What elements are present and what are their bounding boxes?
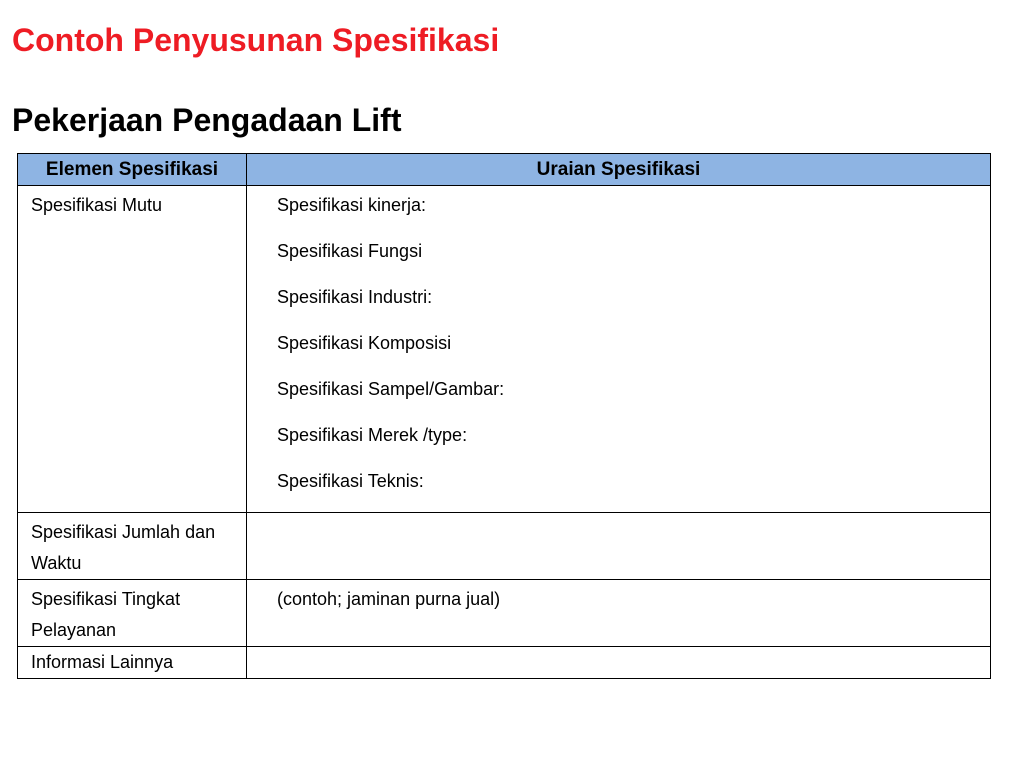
slide-subtitle: Pekerjaan Pengadaan Lift: [12, 102, 402, 138]
table-row: [18, 647, 991, 679]
element-label: Spesifikasi Mutu: [31, 195, 163, 215]
slide-title: Contoh Penyusunan Spesifikasi: [12, 22, 500, 58]
table-row: [18, 513, 991, 580]
description-line: Spesifikasi Merek /type:: [277, 425, 468, 445]
table-row: [18, 186, 991, 513]
column-header-element: Elemen Spesifikasi: [18, 154, 247, 186]
description-line: (contoh; jaminan purna jual): [277, 589, 501, 609]
element-cell: [18, 647, 247, 679]
description-cell: [247, 647, 991, 679]
table-header-row: [18, 154, 991, 186]
description-line: Spesifikasi kinerja:: [277, 195, 427, 215]
description-line: Spesifikasi Fungsi: [277, 241, 423, 261]
specification-table: [17, 153, 991, 679]
description-line: Spesifikasi Teknis:: [277, 471, 424, 491]
description-cell: [247, 186, 991, 513]
table-row: [18, 580, 991, 647]
description-cell: [247, 513, 991, 580]
description-cell: [247, 580, 991, 647]
element-label: Informasi Lainnya: [31, 652, 174, 672]
element-cell: [18, 186, 247, 513]
description-line: Spesifikasi Sampel/Gambar:: [277, 379, 505, 399]
element-cell: [18, 580, 247, 647]
element-label: Spesifikasi Jumlah dan Waktu: [31, 522, 216, 573]
element-cell: [18, 513, 247, 580]
element-label: Spesifikasi Tingkat Pelayanan: [31, 589, 181, 640]
description-line: Spesifikasi Industri:: [277, 287, 433, 307]
description-line: Spesifikasi Komposisi: [277, 333, 452, 353]
column-header-description: Uraian Spesifikasi: [247, 154, 991, 186]
